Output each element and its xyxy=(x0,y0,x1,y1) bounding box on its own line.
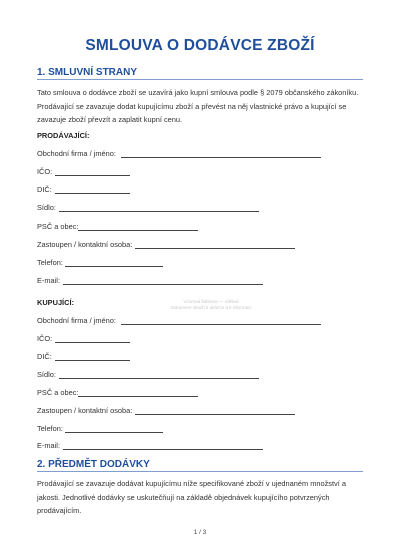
seller-email-label: E-mail: xyxy=(37,276,60,285)
buyer-dic-field[interactable] xyxy=(55,360,130,361)
seller-label: PRODÁVAJÍCÍ: xyxy=(37,131,90,140)
seller-representative-field[interactable] xyxy=(135,248,295,249)
seller-zip-city-field[interactable] xyxy=(78,230,198,231)
paragraph-line: Tato smlouva o dodávce zboží se uzavírá jako kupní smlouva podle § 2079 občanského zákoníku. xyxy=(37,88,359,97)
seller-phone-label: Telefon: xyxy=(37,258,63,267)
seller-phone-field[interactable] xyxy=(65,266,163,267)
buyer-ico-label: IČO: xyxy=(37,334,53,343)
buyer-phone-field[interactable] xyxy=(65,432,163,433)
watermark-line: Vzorová šablona — náhled xyxy=(183,299,239,304)
section-heading-subject: 2. PŘEDMĚT DODÁVKY xyxy=(37,459,150,470)
watermark xyxy=(166,299,256,311)
buyer-representative-label: Zastoupen / kontaktní osoba: xyxy=(37,406,133,415)
paragraph-line: jakosti. Jednotlivé dodávky se uskutečňují na základě objednávek kupujícího potvrzených xyxy=(37,492,330,502)
seller-address-label: Sídlo: xyxy=(37,203,56,212)
document-title: SMLOUVA O DODÁVCE ZBOŽÍ xyxy=(85,37,315,54)
buyer-ico-field[interactable] xyxy=(55,342,130,343)
section1-paragraph xyxy=(37,86,363,127)
seller-company-field[interactable] xyxy=(121,157,321,158)
buyer-phone-label: Telefon: xyxy=(37,424,63,433)
seller-address-field[interactable] xyxy=(59,211,259,212)
buyer-address-field[interactable] xyxy=(59,378,259,379)
buyer-zip-city-label: PSČ a obec: xyxy=(37,388,79,397)
buyer-email-field[interactable] xyxy=(63,449,263,450)
buyer-zip-city-field[interactable] xyxy=(78,396,198,397)
section-divider xyxy=(37,79,363,80)
paragraph-line: zavazuje zboží převzít a zaplatit kupní cenu. xyxy=(37,115,183,124)
buyer-label: KUPUJÍCÍ: xyxy=(37,298,74,307)
paragraph-line: Prodávající se zavazuje dodat kupujícímu zboží a převést na něj vlastnické právo a kupující se xyxy=(37,101,347,111)
section-heading-parties: 1. SMLUVNÍ STRANY xyxy=(37,67,138,78)
paragraph-line: Prodávající se zavazuje dodávat kupujícímu níže specifikované zboží v ujednaném množství a xyxy=(37,479,346,488)
buyer-representative-field[interactable] xyxy=(135,414,295,415)
seller-ico-field[interactable] xyxy=(55,175,130,176)
buyer-email-label: E-mail: xyxy=(37,441,60,450)
paragraph-line: prodávajícím. xyxy=(37,506,82,515)
section2-paragraph xyxy=(37,477,363,518)
buyer-company-field[interactable] xyxy=(121,324,321,325)
seller-zip-city-label: PSČ a obec: xyxy=(37,222,79,231)
buyer-company-label: Obchodní firma / jméno: xyxy=(37,316,116,325)
seller-dic-field[interactable] xyxy=(55,193,130,194)
seller-email-field[interactable] xyxy=(63,284,263,285)
seller-dic-label: DIČ: xyxy=(37,185,52,194)
seller-ico-label: IČO: xyxy=(37,167,53,176)
seller-representative-label: Zastoupen / kontaktní osoba: xyxy=(37,240,133,249)
buyer-address-label: Sídlo: xyxy=(37,370,56,379)
page-number: 1 / 3 xyxy=(193,529,207,536)
section-divider xyxy=(37,471,363,472)
buyer-dic-label: DIČ: xyxy=(37,352,52,361)
watermark-line: Dokument slouží k ukázce a k informaci xyxy=(170,305,252,310)
seller-company-label: Obchodní firma / jméno: xyxy=(37,149,116,158)
